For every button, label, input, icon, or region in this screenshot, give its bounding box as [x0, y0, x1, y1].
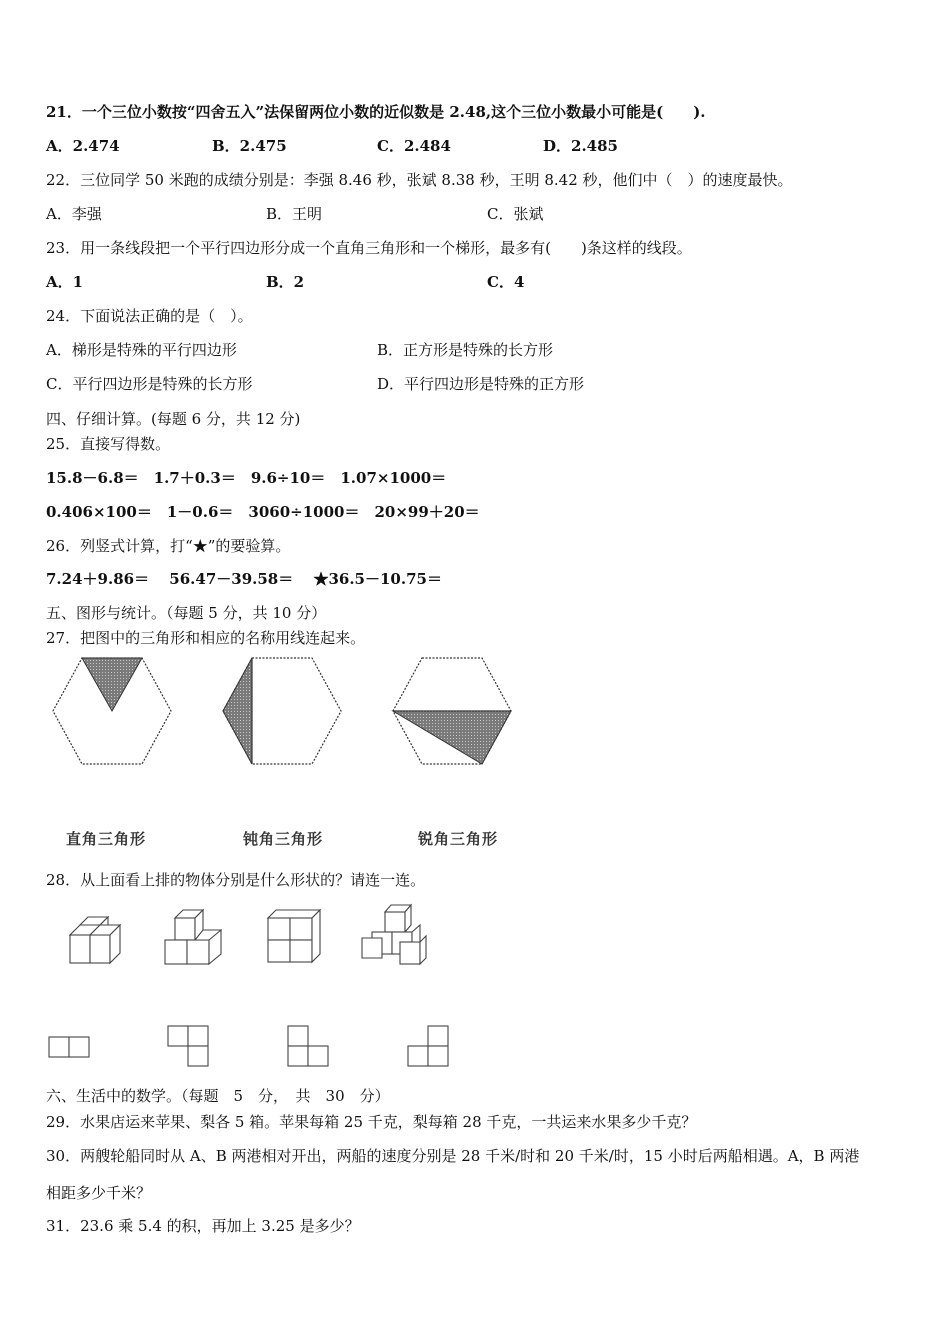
q23-option-c[interactable]: C．4: [487, 273, 525, 291]
label-right-triangle[interactable]: 直角三角形: [66, 830, 147, 848]
q21-option-c[interactable]: C．2.484: [377, 137, 451, 155]
label-acute-triangle[interactable]: 锐角三角形: [418, 830, 499, 848]
section-5-heading: 五、图形与统计。（每题 5 分，共 10 分）: [46, 604, 327, 622]
q22-stem: 22．三位同学 50 米跑的成绩分别是：李强 8.46 秒，张斌 8.38 秒，王明 8.42 秒，他们中（ ）的速度最快。: [46, 171, 793, 189]
q22-option-a[interactable]: A．李强: [46, 205, 102, 223]
q21-option-d[interactable]: D．2.485: [543, 137, 618, 155]
shaded-triangle-1: [82, 658, 142, 711]
section-6-heading: 六、生活中的数学。（每题 5 分， 共 30 分）: [46, 1087, 390, 1105]
shaded-triangle-3: [393, 711, 511, 764]
q26-stem: 26．列竖式计算，打“★”的要验算。: [46, 537, 291, 555]
q22-option-b[interactable]: B．王明: [266, 205, 323, 223]
label-obtuse-triangle[interactable]: 钝角三角形: [243, 830, 324, 848]
top-view-4[interactable]: [408, 1026, 448, 1066]
q24-option-c[interactable]: C．平行四边形是特殊的长方形: [46, 375, 253, 393]
q22-option-c[interactable]: C．张斌: [487, 205, 544, 223]
cube-object-4[interactable]: [362, 905, 426, 964]
q29-text: 29．水果店运来苹果、梨各 5 箱。苹果每箱 25 千克，梨每箱 28 千克，一共运来水果多少千克？: [46, 1113, 697, 1131]
hexagon-figure-3[interactable]: [393, 658, 511, 764]
q24-option-b[interactable]: B．正方形是特殊的长方形: [377, 341, 554, 359]
top-view-2[interactable]: [168, 1026, 208, 1066]
q25-stem: 25．直接写得数。: [46, 435, 171, 453]
cube-object-2[interactable]: [165, 910, 221, 964]
q23-option-b[interactable]: B．2: [266, 273, 305, 291]
q26-row-1: 7.24＋9.86＝ 56.47－39.58＝ ★36.5－10.75＝: [46, 570, 442, 588]
hexagon-figure-2[interactable]: [223, 658, 341, 764]
q25-row-2: 0.406×100＝ 1－0.6＝ 3060÷1000＝ 20×99＋20＝: [46, 503, 480, 521]
q24-option-a[interactable]: A．梯形是特殊的平行四边形: [46, 341, 237, 359]
q28-stem: 28．从上面看上排的物体分别是什么形状的？请连一连。: [46, 871, 426, 889]
q21-option-b[interactable]: B．2.475: [212, 137, 287, 155]
q21-option-a[interactable]: A．2.474: [46, 137, 120, 155]
q30-text-line-1: 30．两艘轮船同时从 A、B 两港相对开出，两船的速度分别是 28 千米/时和 20 千米/时，15 小时后两船相遇。A，B 两港: [46, 1147, 860, 1165]
cube-object-1[interactable]: [70, 917, 120, 963]
q25-row-1: 15.8－6.8＝ 1.7＋0.3＝ 9.6÷10＝ 1.07×1000＝: [46, 469, 447, 487]
q21-stem: 21．一个三位小数按“四舍五入”法保留两位小数的近似数是 2.48,这个三位小数最小可能是( ).: [46, 103, 706, 121]
q27-stem: 27．把图中的三角形和相应的名称用线连起来。: [46, 629, 366, 647]
q24-option-d[interactable]: D．平行四边形是特殊的正方形: [377, 375, 585, 393]
top-view-3[interactable]: [288, 1026, 328, 1066]
shaded-triangle-2: [223, 658, 252, 764]
section-4-heading: 四、仔细计算。(每题 6 分，共 12 分): [46, 410, 301, 428]
q24-stem: 24．下面说法正确的是（ ）。: [46, 307, 253, 325]
q23-stem: 23．用一条线段把一个平行四边形分成一个直角三角形和一个梯形，最多有( )条这样的线段。: [46, 239, 692, 257]
hexagon-figure-1[interactable]: [53, 658, 171, 764]
top-view-1[interactable]: [49, 1037, 89, 1057]
cube-object-3[interactable]: [268, 910, 320, 962]
q31-text: 31．23.6 乘 5.4 的积，再加上 3.25 是多少？: [46, 1217, 360, 1235]
q30-text-line-2: 相距多少千米？: [46, 1184, 152, 1202]
q23-option-a[interactable]: A．1: [46, 273, 84, 291]
